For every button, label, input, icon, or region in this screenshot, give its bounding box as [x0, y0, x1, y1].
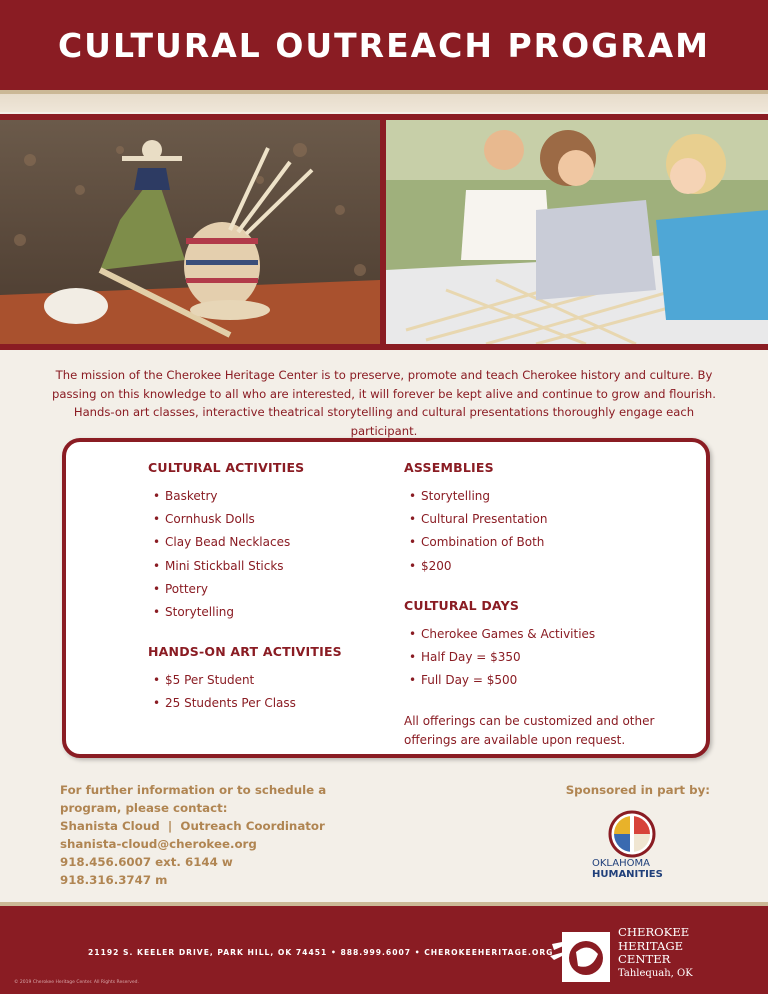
footer-copyright: © 2019 Cherokee Heritage Center. All Rights Reserved. — [14, 980, 139, 985]
sponsor-org-line-2: HUMANITIES — [592, 869, 663, 880]
list-item: • $200 — [404, 555, 684, 578]
list-item: • 25 Students Per Class — [148, 692, 388, 715]
contact-phone-mobile[interactable]: 918.316.3747 m — [60, 873, 168, 887]
list-item: • Pottery — [148, 578, 388, 601]
oklahoma-humanities-logo-icon — [608, 810, 656, 858]
assemblies-heading: ASSEMBLIES — [404, 460, 494, 475]
list-item: • Basketry — [148, 485, 388, 508]
list-item: • Cornhusk Dolls — [148, 508, 388, 531]
cultural-days-list — [404, 623, 684, 693]
list-item: • Cultural Presentation — [404, 508, 684, 531]
footer-address: 21192 S. KEELER DRIVE, PARK HILL, OK 74451 • 888.999.6007 • CHEROKEEHERITAGE.ORG — [88, 948, 554, 957]
list-item: • Full Day = $500 — [404, 669, 684, 692]
crafts-photo — [0, 120, 380, 344]
header-bar — [0, 0, 768, 90]
contact-name: Shanista Cloud | Outreach Coordinator — [60, 819, 325, 833]
footer-org-city: Tahlequah, OK — [618, 968, 693, 979]
list-item: • Mini Stickball Sticks — [148, 555, 388, 578]
hands-on-heading: HANDS-ON ART ACTIVITIES — [148, 644, 342, 660]
list-item: • $5 Per Student — [148, 669, 388, 692]
contact-phone-work[interactable]: 918.456.6007 ext. 6144 w — [60, 855, 233, 869]
contact-intro-line-1: For further information or to schedule a — [60, 783, 327, 797]
footer-bar — [0, 902, 768, 994]
list-item: • Clay Bead Necklaces — [148, 531, 388, 554]
customization-note: All offerings can be customized and other offerings are available upon request. — [404, 714, 655, 748]
mission-statement: The mission of the Cherokee Heritage Center is to preserve, promote and teach Cherokee history and culture. By passing on this knowledge to all who are interested, it will forever be kept alive and continue to grow and flourish. Hands-on art classes, interactive theatrical storytelling and cultural presentations thoroughly engage each participant. — [52, 368, 716, 438]
contact-email-link[interactable]: shanista-cloud@cherokee.org — [60, 837, 257, 851]
sponsor-org-line-1: OKLAHOMA — [592, 858, 650, 869]
page-title: CULTURAL OUTREACH PROGRAM — [57, 25, 711, 65]
offerings-right-column — [404, 460, 684, 750]
list-item: • Cherokee Games & Activities — [404, 623, 684, 646]
list-item: • Combination of Both — [404, 531, 684, 554]
photo-strip — [0, 114, 768, 350]
list-item: • Storytelling — [148, 601, 388, 624]
contact-block — [60, 781, 390, 889]
footer-org-name — [618, 926, 689, 967]
offerings-panel — [62, 438, 710, 758]
org-name-line-3: CENTER — [618, 952, 671, 967]
list-item: • Half Day = $350 — [404, 646, 684, 669]
assemblies-list — [404, 485, 684, 578]
cultural-activities-heading: CULTURAL ACTIVITIES — [148, 460, 305, 475]
students-photo — [386, 120, 768, 344]
offerings-left-column — [148, 460, 388, 736]
org-name-line-1: CHEROKEE — [618, 925, 690, 939]
contact-intro-line-2: program, please contact: — [60, 801, 228, 815]
list-item: • Storytelling — [404, 485, 684, 508]
oklahoma-humanities-wordmark — [592, 858, 702, 880]
cultural-days-heading: CULTURAL DAYS — [404, 597, 520, 613]
cultural-activities-list — [148, 485, 388, 624]
hands-on-list — [148, 669, 388, 715]
decorative-band — [0, 90, 768, 112]
org-name-line-2: HERITAGE — [618, 938, 684, 953]
cherokee-heritage-center-seal-icon — [548, 924, 614, 986]
sponsor-label: Sponsored in part by: — [565, 783, 710, 797]
